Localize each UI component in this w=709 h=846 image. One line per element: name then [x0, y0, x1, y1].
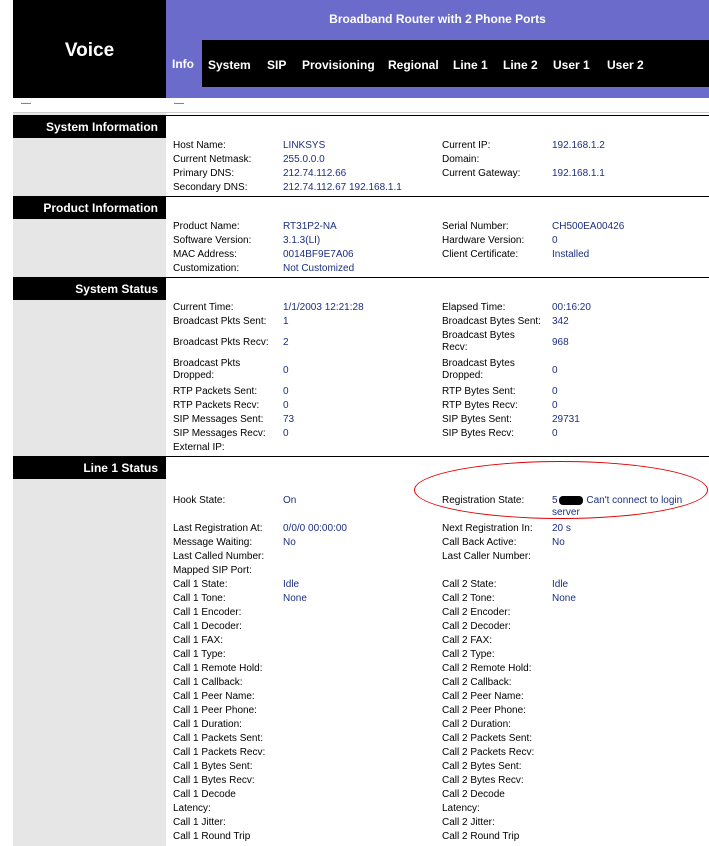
client-certificate-value: Installed: [552, 249, 590, 260]
section-title: System Status: [75, 282, 158, 296]
customization-label: Customization:: [173, 263, 240, 274]
call2-fax-label: Call 2 FAX:: [442, 635, 493, 646]
call2-callback-label: Call 2 Callback:: [442, 677, 512, 688]
call2-state-label: Call 2 State:: [442, 579, 497, 590]
serial-number-value: CH500EA00426: [552, 221, 625, 232]
broadcast-bytes-recv-label: Broadcast Bytes Recv:: [442, 330, 515, 353]
serial-number-label: Serial Number:: [442, 221, 509, 232]
section-title: System Information: [45, 120, 158, 134]
broadcast-pkts-dropped-label: Broadcast Pkts Dropped:: [173, 358, 241, 381]
client-certificate-label: Client Certificate:: [442, 249, 519, 260]
sip-bytes-recv-label: SIP Bytes Recv:: [442, 428, 515, 439]
registration-message: Can't connect to login server: [552, 495, 683, 518]
broadcast-bytes-sent-value: 342: [552, 316, 569, 327]
call1-remote-hold-label: Call 1 Remote Hold:: [173, 663, 263, 674]
call1-peer-name-label: Call 1 Peer Name:: [173, 691, 255, 702]
call2-tone-label: Call 2 Tone:: [442, 593, 495, 604]
call1-jitter-label: Call 1 Jitter:: [173, 817, 226, 828]
mapped-sip-port-label: Mapped SIP Port:: [173, 565, 252, 576]
sip-messages-recv-label: SIP Messages Recv:: [173, 428, 266, 439]
call1-state-value: Idle: [283, 579, 300, 590]
call1-bytes-recv-label: Call 1 Bytes Recv:: [173, 775, 255, 786]
call1-fax-label: Call 1 FAX:: [173, 635, 224, 646]
registration-state-label: Registration State:: [442, 495, 525, 506]
call1-packets-recv-label: Call 1 Packets Recv:: [173, 747, 266, 758]
call1-tone-label: Call 1 Tone:: [173, 593, 226, 604]
current-ip-value: 192.168.1.2: [552, 140, 605, 151]
hardware-version-label: Hardware Version:: [442, 235, 525, 246]
current-netmask-value: 255.0.0.0: [283, 154, 325, 165]
broadcast-pkts-sent-value: 1: [283, 316, 289, 327]
call1-type-label: Call 1 Type:: [173, 649, 226, 660]
call2-decoder-label: Call 2 Decoder:: [442, 621, 511, 632]
rtp-bytes-sent-value: 0: [552, 386, 558, 397]
rtp-bytes-recv-value: 0: [552, 400, 558, 411]
call2-encoder-label: Call 2 Encoder:: [442, 607, 511, 618]
tab-provisioning[interactable]: Provisioning: [302, 58, 375, 72]
call2-latency-label: Latency:: [442, 803, 480, 814]
tab-sip[interactable]: SIP: [267, 58, 287, 72]
section-title: Line 1 Status: [83, 461, 158, 475]
broadcast-bytes-sent-label: Broadcast Bytes Sent:: [442, 316, 541, 327]
last-registration-value: 0/0/0 00:00:00: [283, 523, 347, 534]
annotation-ellipse: [414, 461, 708, 519]
broadcast-bytes-recv-value: 968: [552, 337, 569, 348]
call2-packets-recv-label: Call 2 Packets Recv:: [442, 747, 535, 758]
host-name-label: Host Name:: [173, 140, 226, 151]
nav-underline: [166, 87, 709, 98]
tab-regional[interactable]: Regional: [388, 58, 439, 72]
call1-encoder-label: Call 1 Encoder:: [173, 607, 242, 618]
call2-tone-value: None: [552, 593, 576, 604]
call2-type-label: Call 2 Type:: [442, 649, 495, 660]
call1-round-trip-label: Call 1 Round Trip: [173, 831, 251, 842]
call2-bytes-recv-label: Call 2 Bytes Recv:: [442, 775, 524, 786]
call1-state-label: Call 1 State:: [173, 579, 228, 590]
next-registration-label: Next Registration In:: [442, 523, 533, 534]
broadcast-pkts-dropped-value: 0: [283, 365, 289, 376]
tab-line-2[interactable]: Line 2: [503, 58, 538, 72]
message-waiting-label: Message Waiting:: [173, 537, 253, 548]
broadcast-pkts-recv-value: 2: [283, 337, 289, 348]
sub-nav-row: [13, 98, 709, 113]
section-line: [166, 115, 709, 138]
logo-text: Voice: [64, 40, 115, 61]
sip-bytes-sent-value: 29731: [552, 414, 580, 425]
current-ip-label: Current IP:: [442, 140, 491, 151]
call-back-active-value: No: [552, 537, 565, 548]
logo: [13, 0, 166, 98]
broadcast-bytes-dropped-label: Broadcast Bytes Dropped:: [442, 358, 515, 381]
domain-label: Domain:: [442, 154, 480, 165]
call1-duration-label: Call 1 Duration:: [173, 719, 242, 730]
call2-remote-hold-label: Call 2 Remote Hold:: [442, 663, 532, 674]
current-time-value: 1/1/2003 12:21:28: [283, 302, 364, 313]
call2-state-value: Idle: [552, 579, 569, 590]
sub-nav-dash-left: —: [21, 98, 31, 109]
rtp-packets-sent-value: 0: [283, 386, 289, 397]
product-name-value: RT31P2-NA: [283, 221, 337, 232]
section-line-1-status: [13, 456, 166, 479]
section-product-information: [13, 196, 166, 219]
hook-state-label: Hook State:: [173, 495, 226, 506]
sip-messages-recv-value: 0: [283, 428, 289, 439]
rtp-packets-sent-label: RTP Packets Sent:: [173, 386, 258, 397]
call2-peer-phone-label: Call 2 Peer Phone:: [442, 705, 526, 716]
call2-bytes-sent-label: Call 2 Bytes Sent:: [442, 761, 522, 772]
hook-state-value: On: [283, 495, 297, 506]
customization-value: Not Customized: [283, 263, 355, 274]
registration-prefix: 5: [552, 495, 558, 506]
call1-decode-label: Call 1 Decode: [173, 789, 236, 800]
next-registration-value: 20 s: [552, 523, 571, 534]
call2-peer-name-label: Call 2 Peer Name:: [442, 691, 524, 702]
rtp-bytes-recv-label: RTP Bytes Recv:: [442, 400, 518, 411]
host-name-value: LINKSYS: [283, 140, 326, 151]
hardware-version-value: 0: [552, 235, 558, 246]
section-title: Product Information: [43, 201, 158, 215]
call1-tone-value: None: [283, 593, 307, 604]
call2-duration-label: Call 2 Duration:: [442, 719, 511, 730]
call2-packets-sent-label: Call 2 Packets Sent:: [442, 733, 533, 744]
current-gateway-value: 192.168.1.1: [552, 168, 605, 179]
section-line: [166, 277, 709, 300]
elapsed-time-label: Elapsed Time:: [442, 302, 506, 313]
call2-round-trip-label: Call 2 Round Trip: [442, 831, 520, 842]
tab-info[interactable]: Info: [166, 40, 202, 87]
last-called-number-label: Last Called Number:: [173, 551, 265, 562]
section-system-information: [13, 115, 166, 138]
sub-nav-dash-right: —: [174, 98, 184, 109]
call-back-active-label: Call Back Active:: [442, 537, 517, 548]
call1-peer-phone-label: Call 1 Peer Phone:: [173, 705, 257, 716]
current-gateway-label: Current Gateway:: [442, 168, 521, 179]
call1-bytes-sent-label: Call 1 Bytes Sent:: [173, 761, 253, 772]
call1-packets-sent-label: Call 1 Packets Sent:: [173, 733, 264, 744]
mac-address-value: 0014BF9E7A06: [283, 249, 354, 260]
external-ip-label: External IP:: [173, 442, 225, 453]
call1-decoder-label: Call 1 Decoder:: [173, 621, 242, 632]
tab-user-2[interactable]: User 2: [607, 58, 644, 72]
call2-decode-label: Call 2 Decode: [442, 789, 505, 800]
section-system-status: [13, 277, 166, 300]
sip-bytes-recv-value: 0: [552, 428, 558, 439]
broadcast-bytes-dropped-value: 0: [552, 365, 558, 376]
title-bar: [166, 0, 709, 40]
software-version-value: 3.1.3(LI): [283, 235, 321, 246]
sip-messages-sent-label: SIP Messages Sent:: [173, 414, 264, 425]
current-time-label: Current Time:: [173, 302, 234, 313]
secondary-dns-value: 212.74.112.67 192.168.1.1: [283, 182, 402, 193]
tab-user-1[interactable]: User 1: [553, 58, 590, 72]
tab-system[interactable]: System: [208, 58, 251, 72]
rtp-packets-recv-label: RTP Packets Recv:: [173, 400, 260, 411]
broadcast-pkts-recv-label: Broadcast Pkts Recv:: [173, 337, 269, 348]
sip-bytes-sent-label: SIP Bytes Sent:: [442, 414, 512, 425]
sip-messages-sent-value: 73: [283, 414, 295, 425]
mac-address-label: MAC Address:: [173, 249, 237, 260]
rtp-bytes-sent-label: RTP Bytes Sent:: [442, 386, 516, 397]
product-name-label: Product Name:: [173, 221, 240, 232]
primary-dns-label: Primary DNS:: [173, 168, 235, 179]
last-registration-label: Last Registration At:: [173, 523, 263, 534]
call1-callback-label: Call 1 Callback:: [173, 677, 243, 688]
nav-bar: [166, 40, 709, 87]
call1-latency-label: Latency:: [173, 803, 211, 814]
primary-dns-value: 212.74.112.66: [283, 168, 347, 179]
elapsed-time-value: 00:16:20: [552, 302, 591, 313]
rtp-packets-recv-value: 0: [283, 400, 289, 411]
tab-line-1[interactable]: Line 1: [453, 58, 488, 72]
message-waiting-value: No: [283, 537, 296, 548]
software-version-label: Software Version:: [173, 235, 252, 246]
call2-jitter-label: Call 2 Jitter:: [442, 817, 495, 828]
page-title: Broadband Router with 2 Phone Ports: [329, 12, 546, 26]
section-line: [166, 196, 709, 219]
last-caller-number-label: Last Caller Number:: [442, 551, 531, 562]
broadcast-pkts-sent-label: Broadcast Pkts Sent:: [173, 316, 267, 327]
current-netmask-label: Current Netmask:: [173, 154, 252, 165]
secondary-dns-label: Secondary DNS:: [173, 182, 248, 193]
